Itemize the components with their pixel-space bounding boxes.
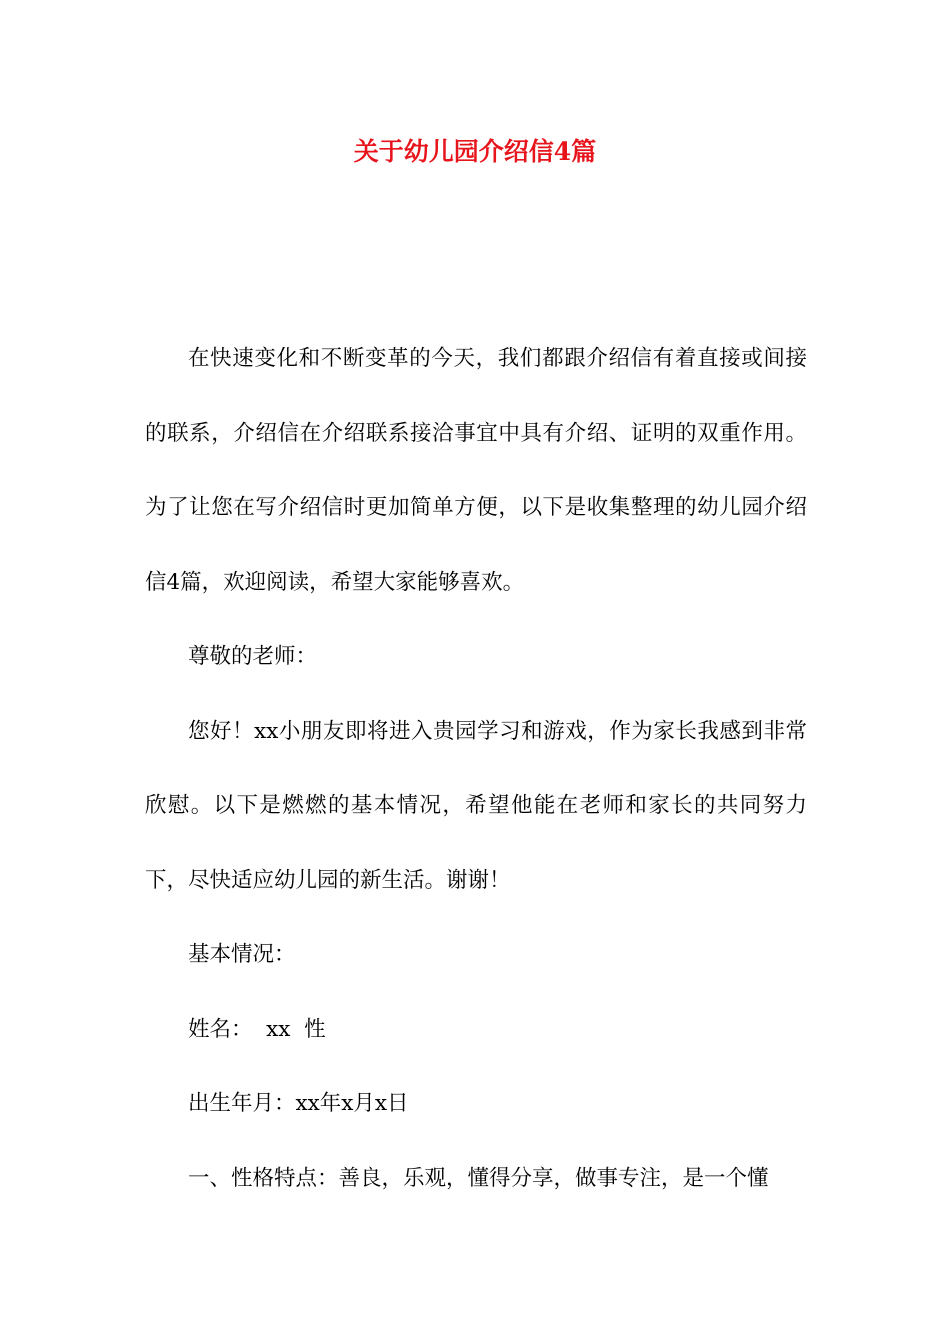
intro-paragraph: 在快速变化和不断变革的今天，我们都跟介绍信有着直接或间接的联系，介绍信在介绍联系接洽事宜中具有介绍、证明的双重作用。为了让您在写介绍信时更加简单方便，以下是收集整理的幼儿园介绍信4篇，欢迎阅读，希望大家能够喜欢。 [145, 346, 807, 595]
document-body [145, 322, 807, 1216]
name-line: 姓名： xx 性 [188, 1016, 326, 1042]
birth-date-line: 出生年月：xx年x月x日 [188, 1091, 409, 1116]
personality-line: 一、性格特点：善良，乐观，懂得分享，做事专注，是一个懂 [188, 1165, 769, 1191]
salutation: 尊敬的老师： [188, 644, 318, 669]
basic-info-heading: 基本情况： [188, 942, 296, 967]
document-title: 关于幼儿园介绍信4篇 [353, 137, 597, 166]
greeting-paragraph: 您好！xx小朋友即将进入贵园学习和游戏，作为家长我感到非常欣慰。以下是燃燃的基本情况，希望他能在老师和家长的共同努力下，尽快适应幼儿园的新生活。谢谢！ [145, 718, 807, 893]
